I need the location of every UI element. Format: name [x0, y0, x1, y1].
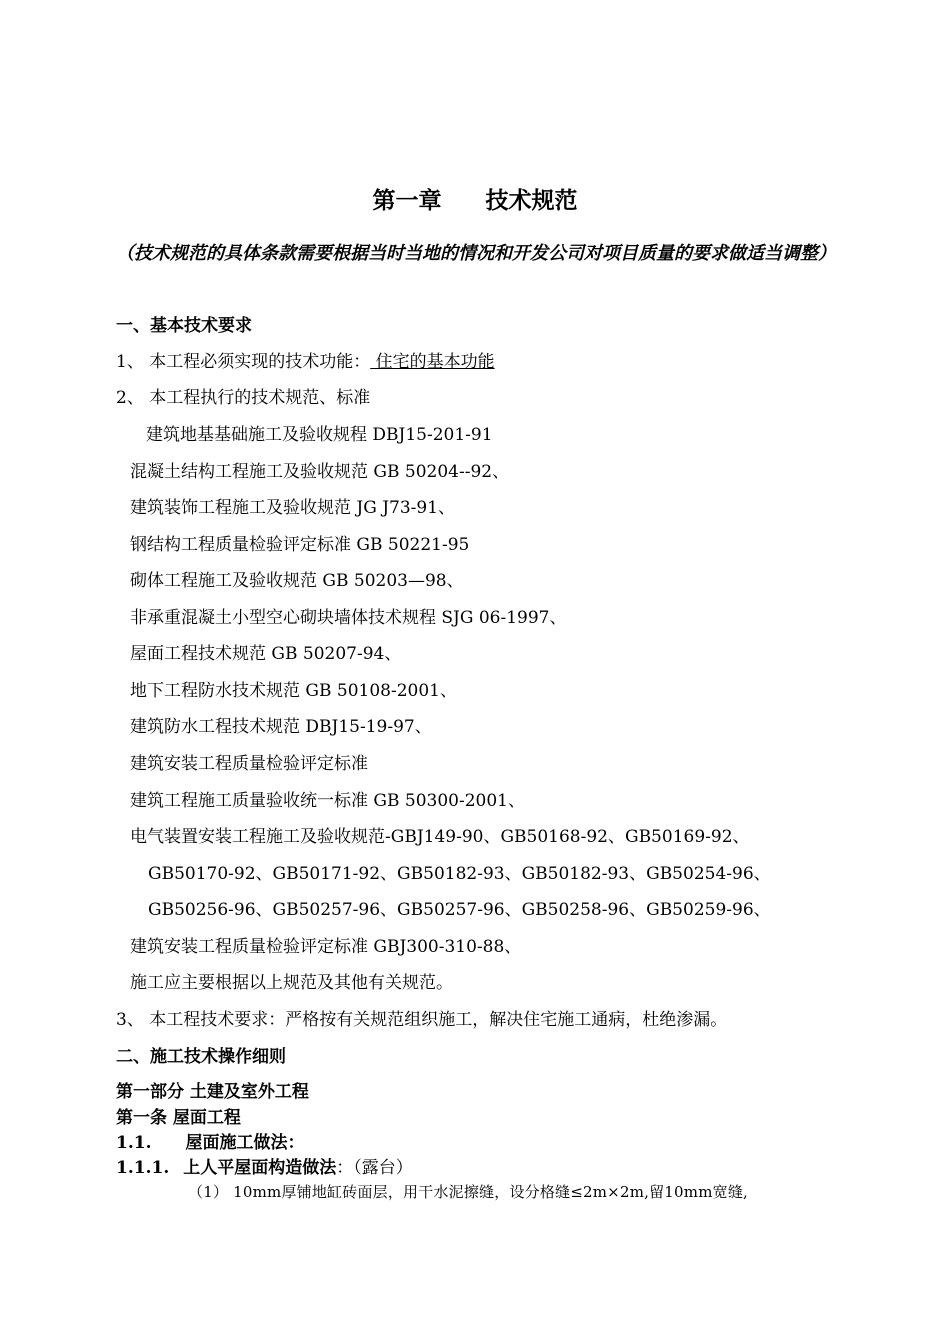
standard-line: 建筑安装工程质量检验评定标准: [130, 754, 368, 774]
item-technical-function-label: 1、 本工程必须实现的技术功能：: [116, 352, 371, 372]
subsection-suffix: ：（露台）: [336, 1158, 413, 1178]
standard-line: 施工应主要根据以上规范及其他有关规范。: [130, 973, 453, 993]
standard-line: 混凝土结构工程施工及验收规范 GB 50204--92、: [130, 462, 510, 482]
chapter-name: 技术规范: [485, 187, 578, 214]
standard-line: 钢结构工程质量检验评定标准 GB 50221-95: [130, 535, 470, 555]
standard-line: 建筑装饰工程施工及验收规范 JG J73-91、: [130, 498, 456, 518]
article-heading: 第一条 屋面工程: [116, 1108, 241, 1128]
standard-line: 建筑工程施工质量验收统一标准 GB 50300-2001、: [130, 791, 525, 811]
subsection-title: 屋面施工做法：: [185, 1133, 305, 1153]
subsection-title: 上人平屋面构造做法: [183, 1158, 337, 1178]
chapter-number: 第一章: [372, 187, 442, 214]
standard-line: 建筑安装工程质量检验评定标准 GBJ300-310-88、: [130, 937, 522, 957]
item-technical-function: [116, 351, 495, 373]
paragraph-1: （1） 10mm厚铺地缸砖面层，用干水泥擦缝，设分格缝≤2m×2m,留10mm宽缝,: [188, 1183, 748, 1201]
standard-line: 非承重混凝土小型空心砌块墙体技术规程 SJG 06-1997、: [130, 608, 567, 628]
subsection-number: 1.1.1.: [116, 1158, 170, 1178]
item-technical-requirements: 3、 本工程技术要求：严格按有关规范组织施工，解决住宅施工通病，杜绝渗漏。: [116, 1010, 728, 1030]
standard-line: 建筑地基基础施工及验收规程 DBJ15-201-91: [146, 425, 493, 445]
subsection-1-1-1: [116, 1157, 413, 1179]
item-technical-function-value: 住宅的基本功能: [370, 352, 495, 372]
standard-line: 地下工程防水技术规范 GB 50108-2001、: [130, 681, 457, 701]
standard-line: 电气装置安装工程施工及验收规范-GBJ149-90、GB50168-92、GB50169-92、: [130, 827, 750, 847]
chapter-title: [0, 186, 950, 216]
section-heading-basic-requirements: 一、基本技术要求: [116, 316, 252, 336]
standard-line: 屋面工程技术规范 GB 50207-94、: [130, 644, 402, 664]
standard-line: 建筑防水工程技术规范 DBJ15-19-97、: [130, 717, 432, 737]
subsection-number: 1.1.: [116, 1133, 152, 1153]
standard-line: GB50256-96、GB50257-96、GB50257-96、GB50258-96、GB50259-96、: [148, 900, 771, 920]
adjustment-note: （技术规范的具体条款需要根据当时当地的情况和开发公司对项目质量的要求做适当调整）: [116, 243, 836, 264]
item-standards-heading: 2、 本工程执行的技术规范、标准: [116, 388, 371, 408]
standard-line: 砌体工程施工及验收规范 GB 50203—98、: [130, 571, 464, 591]
standard-line: GB50170-92、GB50171-92、GB50182-93、GB50182-93、GB50254-96、: [148, 864, 771, 884]
subsection-1-1: [116, 1132, 305, 1154]
part-heading: 第一部分 土建及室外工程: [116, 1082, 309, 1102]
section-heading-operation-details: 二、施工技术操作细则: [116, 1047, 286, 1067]
